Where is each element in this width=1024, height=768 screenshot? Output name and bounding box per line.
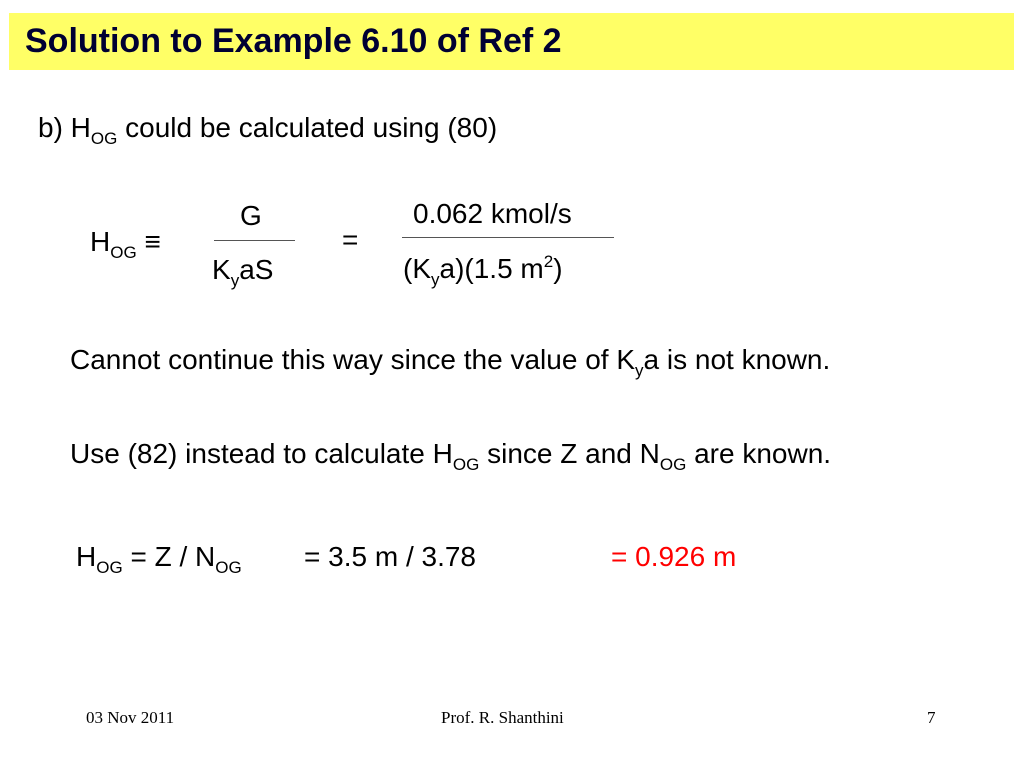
denominator1-subscript: y	[230, 271, 240, 290]
slide-title: Solution to Example 6.10 of Ref 2	[25, 22, 562, 60]
fraction1-bar	[214, 240, 295, 241]
intro-suffix: could be calculated using (80)	[117, 112, 498, 143]
note2-subscript1: OG	[452, 455, 480, 474]
footer-page-number: 7	[927, 708, 936, 727]
equation1-lhs	[90, 226, 161, 262]
note2-prefix: Use (82) instead to calculate H	[70, 438, 453, 469]
equation2-substitution: = 3.5 m / 3.78	[304, 541, 476, 572]
lhs-symbol: H	[90, 226, 111, 257]
title-bar	[9, 13, 1014, 70]
eq2-h: H	[76, 541, 97, 572]
note2-middle: since Z and N	[479, 438, 660, 469]
note1-subscript: y	[635, 361, 644, 380]
denominator1-k: K	[212, 254, 231, 285]
lhs-subscript: OG	[110, 243, 137, 262]
fraction1-denominator	[212, 254, 274, 290]
eq2-subscript2: OG	[215, 558, 242, 577]
equation2-result: = 0.926 m	[611, 541, 737, 572]
intro-line	[38, 112, 498, 148]
note2-suffix: are known.	[686, 438, 832, 469]
note1-suffix: a is not known.	[643, 344, 831, 375]
fraction2-denominator	[403, 252, 563, 289]
intro-prefix: b) H	[38, 112, 91, 143]
footer-date: 03 Nov 2011	[86, 708, 175, 727]
footer-author: Prof. R. Shanthini	[441, 708, 564, 727]
fraction1-numerator: G	[240, 200, 262, 231]
note1-prefix: Cannot continue this way since the value of K	[70, 344, 636, 375]
note2-subscript2: OG	[659, 455, 687, 474]
denominator2-close: )	[553, 253, 563, 284]
fraction2-bar	[402, 237, 614, 238]
denominator1-rest: aS	[239, 254, 274, 285]
note-use-82	[70, 438, 832, 474]
note-cannot-continue	[70, 344, 831, 380]
fraction2-numerator: 0.062 kmol/s	[413, 198, 572, 229]
intro-subscript: OG	[90, 129, 118, 148]
denominator2-subscript: y	[431, 270, 440, 289]
denominator2-middle: a)(1.5 m	[439, 253, 544, 284]
denominator2-superscript: 2	[543, 252, 554, 271]
equivalence-symbol: ≡	[136, 226, 161, 257]
equation2-lhs	[76, 541, 242, 577]
equals-sign: =	[342, 224, 359, 255]
eq2-subscript1: OG	[96, 558, 123, 577]
eq2-z-over-n: = Z / N	[122, 541, 216, 572]
denominator2-open: (K	[403, 253, 431, 284]
